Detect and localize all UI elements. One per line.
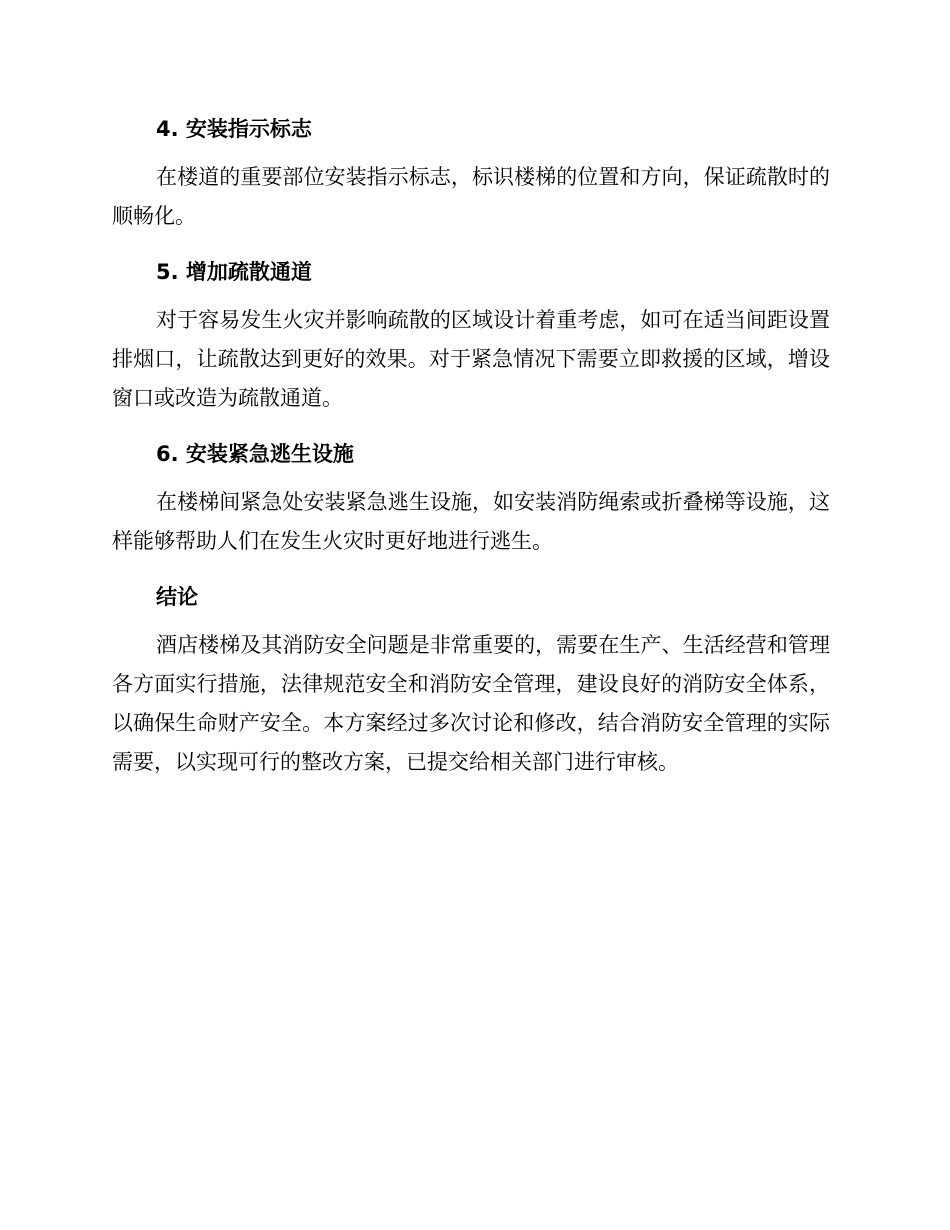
section-heading: 6. 安装紧急逃生设施 — [156, 442, 354, 466]
section-evacuation-routes — [112, 257, 838, 418]
section-heading: 5. 增加疏散通道 — [156, 260, 312, 284]
section-install-signs — [112, 114, 838, 236]
section-heading: 4. 安装指示标志 — [156, 117, 312, 141]
section-paragraph: 在楼梯间紧急处安装紧急逃生设施，如安装消防绳索或折叠梯等设施，这样能够帮助人们在发生火灾时更好地进行逃生。 — [112, 490, 830, 553]
section-paragraph: 对于容易发生火灾并影响疏散的区域设计着重考虑，如可在适当间距设置排烟口，让疏散达到更好的效果。对于紧急情况下需要立即救援的区域，增设窗口或改造为疏散通道。 — [112, 308, 830, 410]
section-conclusion — [112, 582, 838, 782]
section-escape-facilities — [112, 439, 838, 561]
section-paragraph: 在楼道的重要部位安装指示标志，标识楼梯的位置和方向，保证疏散时的顺畅化。 — [112, 165, 830, 228]
section-paragraph: 酒店楼梯及其消防安全问题是非常重要的，需要在生产、生活经营和管理各方面实行措施，法律规范安全和消防安全管理，建设良好的消防安全体系，以确保生命财产安全。本方案经过多次讨论和修改，结合消防安全管理的实际需要，以实现可行的整改方案，已提交给相关部门进行审核。 — [112, 633, 830, 774]
section-heading: 结论 — [156, 585, 198, 609]
